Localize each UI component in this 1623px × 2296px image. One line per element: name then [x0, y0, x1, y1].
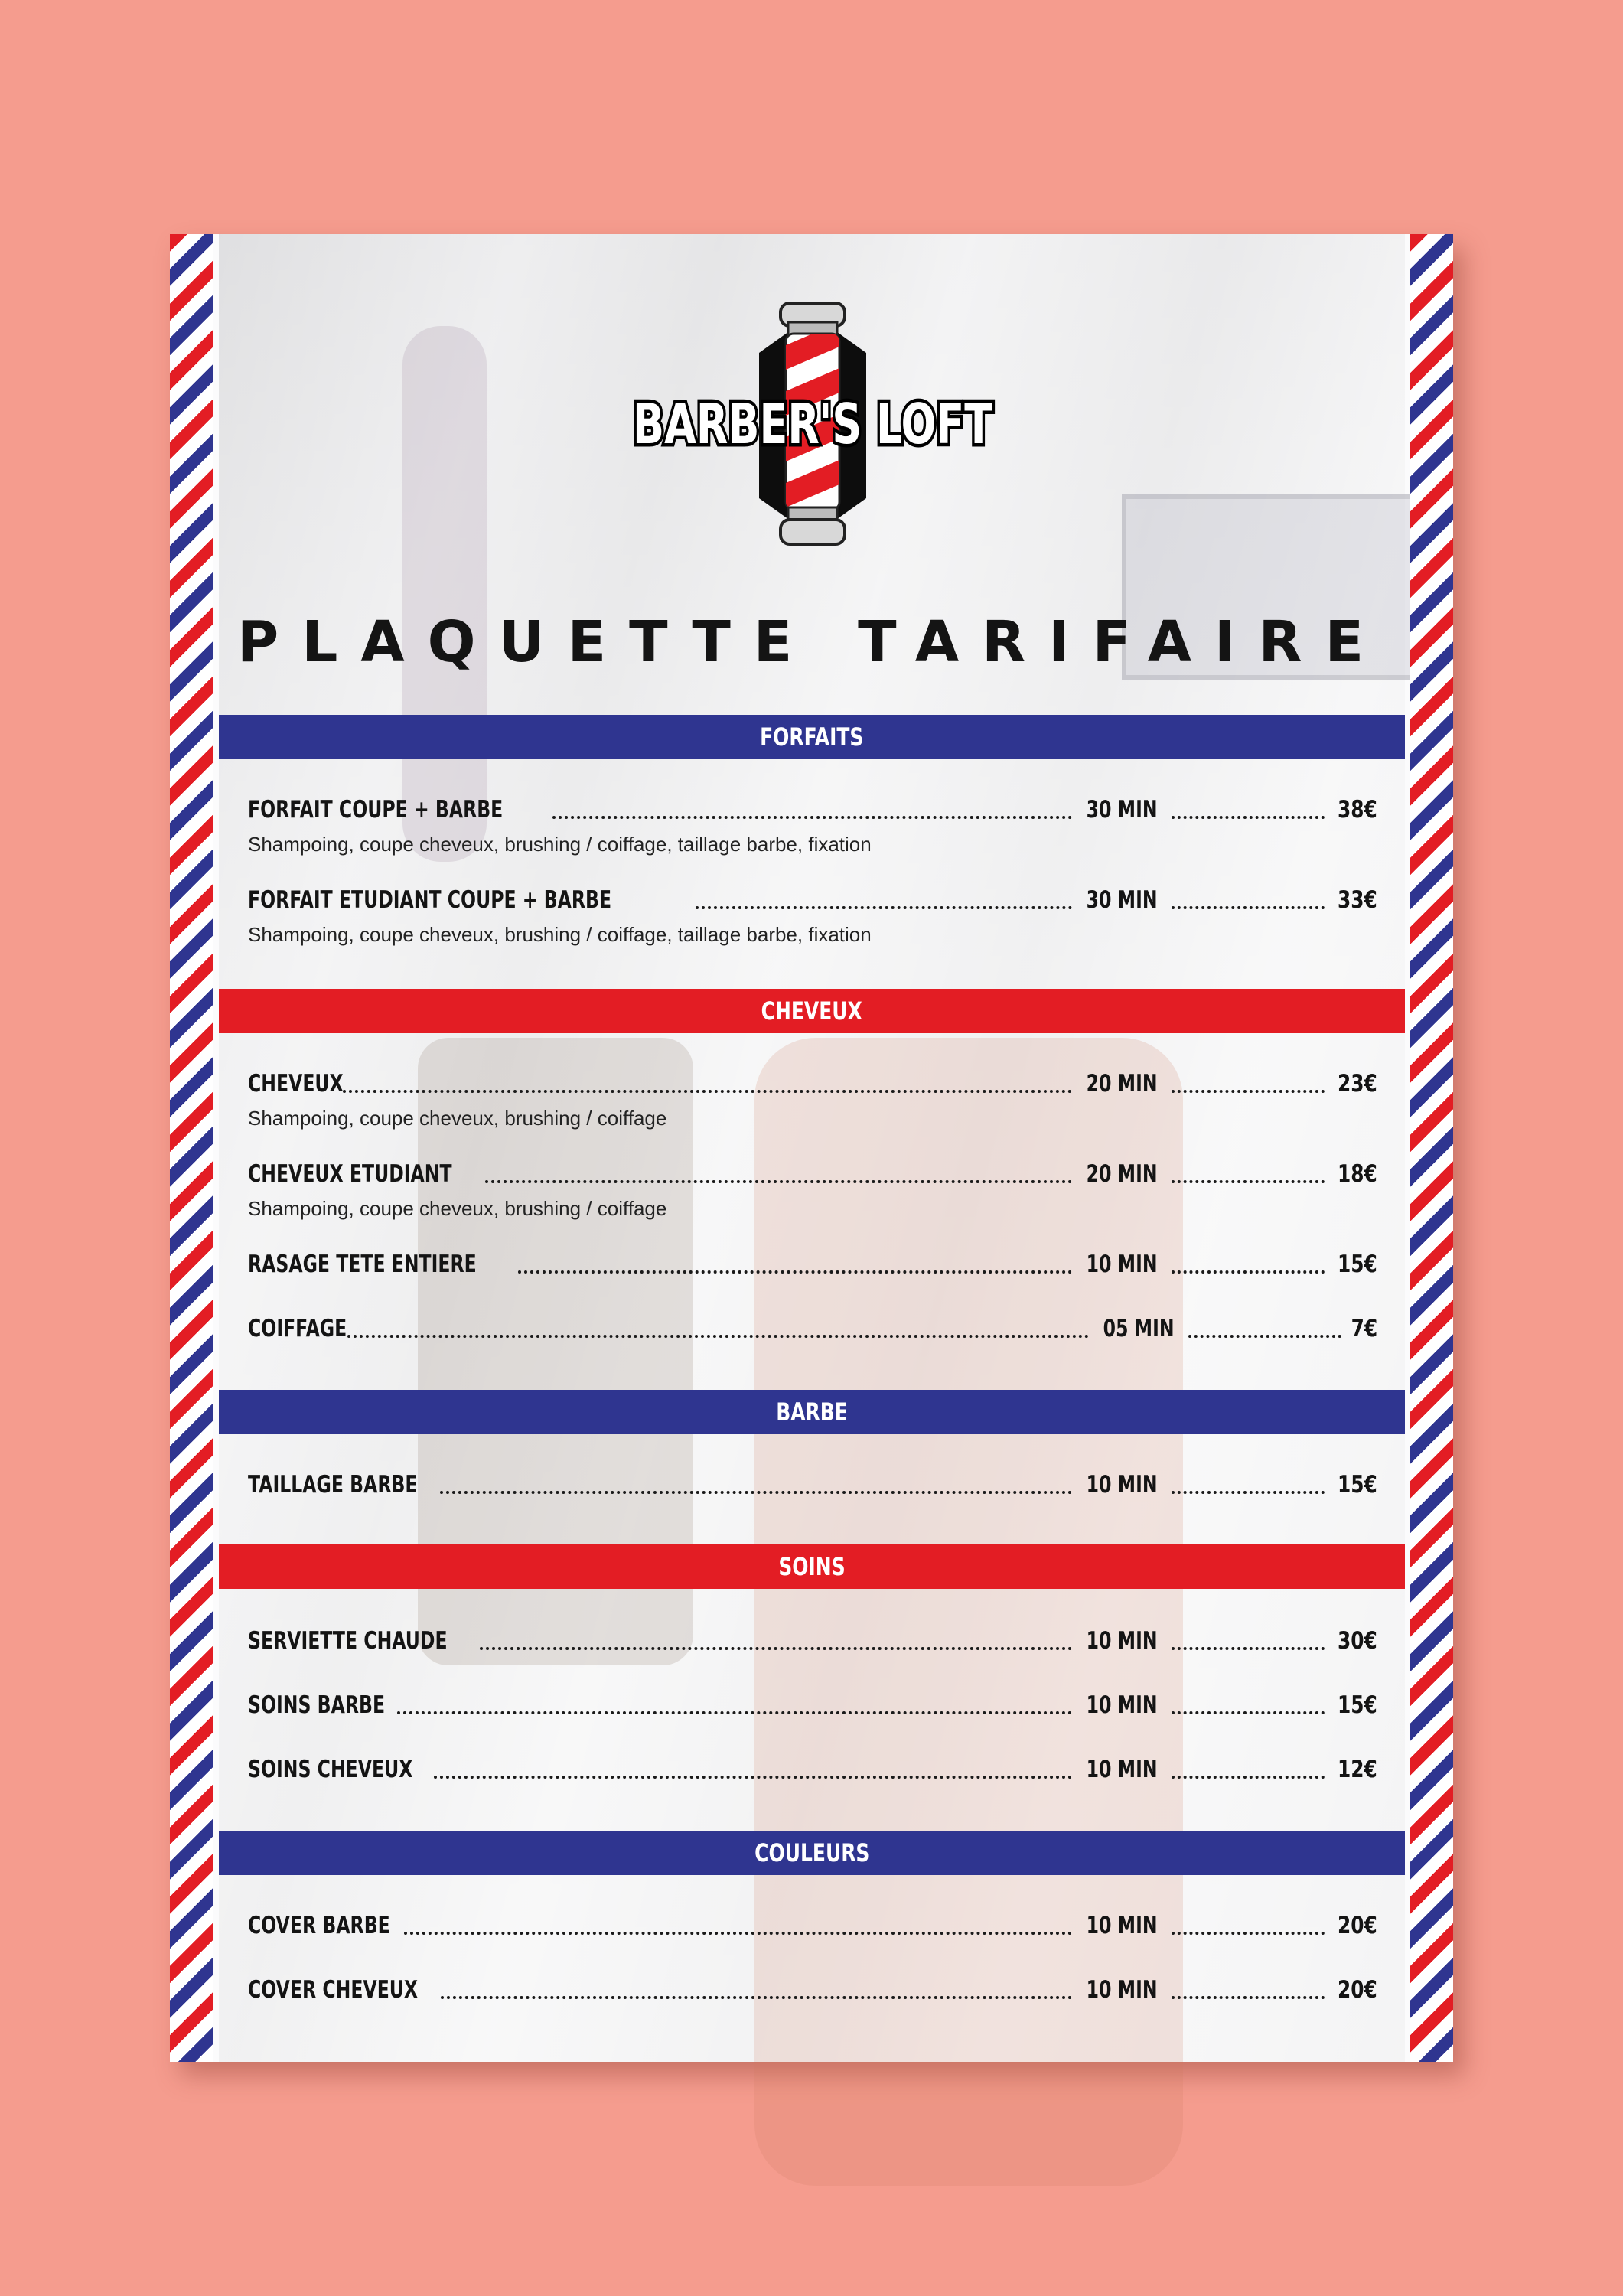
dot-leader: [1172, 816, 1325, 819]
service-name: COVER BARBE: [248, 1912, 390, 1939]
dot-leader: [1172, 1180, 1325, 1183]
dot-leader: [440, 1491, 1072, 1494]
dot-leader: [343, 1090, 1072, 1093]
dot-leader: [485, 1180, 1072, 1183]
service-duration: 20 MIN: [1086, 1070, 1158, 1097]
service-price: 33€: [1338, 886, 1377, 914]
service-price: 15€: [1338, 1471, 1377, 1499]
price-row: [248, 1751, 1377, 1785]
dot-leader: [1172, 1996, 1325, 1999]
barber-pole-shape: [402, 326, 487, 862]
service-duration: 10 MIN: [1086, 1627, 1158, 1655]
dot-leader: [1172, 1776, 1325, 1779]
dot-leader: [434, 1776, 1072, 1779]
dot-leader: [1172, 1270, 1325, 1274]
logo-wordmark: BARBER'S LOFT: [633, 392, 992, 456]
service-duration: 05 MIN: [1103, 1315, 1175, 1342]
price-row: [248, 1623, 1377, 1656]
price-row: [248, 1971, 1377, 2005]
price-row: [248, 1907, 1377, 1941]
dot-leader: [1188, 1335, 1341, 1338]
service-price: 38€: [1338, 796, 1377, 823]
service-name: COIFFAGE: [248, 1315, 347, 1342]
price-row: [248, 1246, 1377, 1280]
dot-leader: [1172, 1090, 1325, 1093]
dot-leader: [1172, 906, 1325, 909]
service-name: CHEVEUX ETUDIANT: [248, 1160, 452, 1188]
price-row: [248, 1687, 1377, 1720]
service-duration: 10 MIN: [1086, 1471, 1158, 1499]
service-duration: 20 MIN: [1086, 1160, 1158, 1188]
service-price: 30€: [1338, 1627, 1377, 1655]
dot-leader: [480, 1647, 1072, 1650]
service-duration: 10 MIN: [1086, 1912, 1158, 1939]
service-name: TAILLAGE BARBE: [248, 1471, 418, 1499]
dot-leader: [552, 816, 1072, 819]
service-duration: 10 MIN: [1086, 1756, 1158, 1783]
dot-leader: [1172, 1647, 1325, 1650]
page-title: PLAQUETTE TARIFAIRE: [236, 609, 1387, 675]
service-price: 20€: [1338, 1976, 1377, 2004]
service-price: 20€: [1338, 1912, 1377, 1939]
barber-stripe-left: [170, 234, 213, 2062]
dot-leader: [1172, 1711, 1325, 1714]
service-duration: 30 MIN: [1086, 886, 1158, 914]
section-header-couleurs: COULEURS: [219, 1831, 1405, 1875]
service-description: Shampoing, coupe cheveux, brushing / coiffage: [248, 1107, 667, 1130]
section-header-soins: SOINS: [219, 1544, 1405, 1589]
service-name: RASAGE TETE ENTIERE: [248, 1251, 477, 1278]
service-description: Shampoing, coupe cheveux, brushing / coiffage, taillage barbe, fixation: [248, 833, 872, 856]
section-header-cheveux: CHEVEUX: [219, 989, 1405, 1033]
service-price: 15€: [1338, 1691, 1377, 1719]
dot-leader: [1172, 1932, 1325, 1935]
price-row: [248, 882, 1377, 915]
service-duration: 10 MIN: [1086, 1251, 1158, 1278]
dot-leader: [696, 906, 1072, 909]
dot-leader: [1172, 1491, 1325, 1494]
dot-leader: [441, 1996, 1072, 1999]
dot-leader: [397, 1711, 1072, 1714]
price-row: [248, 1466, 1377, 1500]
service-duration: 30 MIN: [1086, 796, 1158, 823]
dot-leader: [518, 1270, 1072, 1274]
service-price: 15€: [1338, 1251, 1377, 1278]
dot-leader: [404, 1932, 1072, 1935]
barber-stripe-right: [1410, 234, 1453, 2062]
service-name: SOINS CHEVEUX: [248, 1756, 413, 1783]
service-price: 18€: [1338, 1160, 1377, 1188]
service-description: Shampoing, coupe cheveux, brushing / coiffage, taillage barbe, fixation: [248, 923, 872, 946]
service-name: SERVIETTE CHAUDE: [248, 1627, 448, 1655]
service-price: 12€: [1338, 1756, 1377, 1783]
service-price: 7€: [1351, 1315, 1377, 1342]
price-row: [248, 1156, 1377, 1189]
service-name: SOINS BARBE: [248, 1691, 386, 1719]
price-row: [248, 1065, 1377, 1099]
service-price: 23€: [1338, 1070, 1377, 1097]
dot-leader: [347, 1335, 1089, 1338]
barbers-loft-logo: [629, 299, 996, 559]
price-row: [248, 1310, 1377, 1344]
service-duration: 10 MIN: [1086, 1691, 1158, 1719]
service-duration: 10 MIN: [1086, 1976, 1158, 2004]
service-description: Shampoing, coupe cheveux, brushing / coiffage: [248, 1197, 667, 1220]
price-sheet: [170, 234, 1453, 2062]
section-header-forfaits: FORFAITS: [219, 715, 1405, 759]
service-name: FORFAIT COUPE + BARBE: [248, 796, 504, 823]
service-name: CHEVEUX: [248, 1070, 344, 1097]
price-row: [248, 791, 1377, 825]
service-name: FORFAIT ETUDIANT COUPE + BARBE: [248, 886, 612, 914]
service-name: COVER CHEVEUX: [248, 1976, 419, 2004]
section-header-barbe: BARBE: [219, 1390, 1405, 1434]
